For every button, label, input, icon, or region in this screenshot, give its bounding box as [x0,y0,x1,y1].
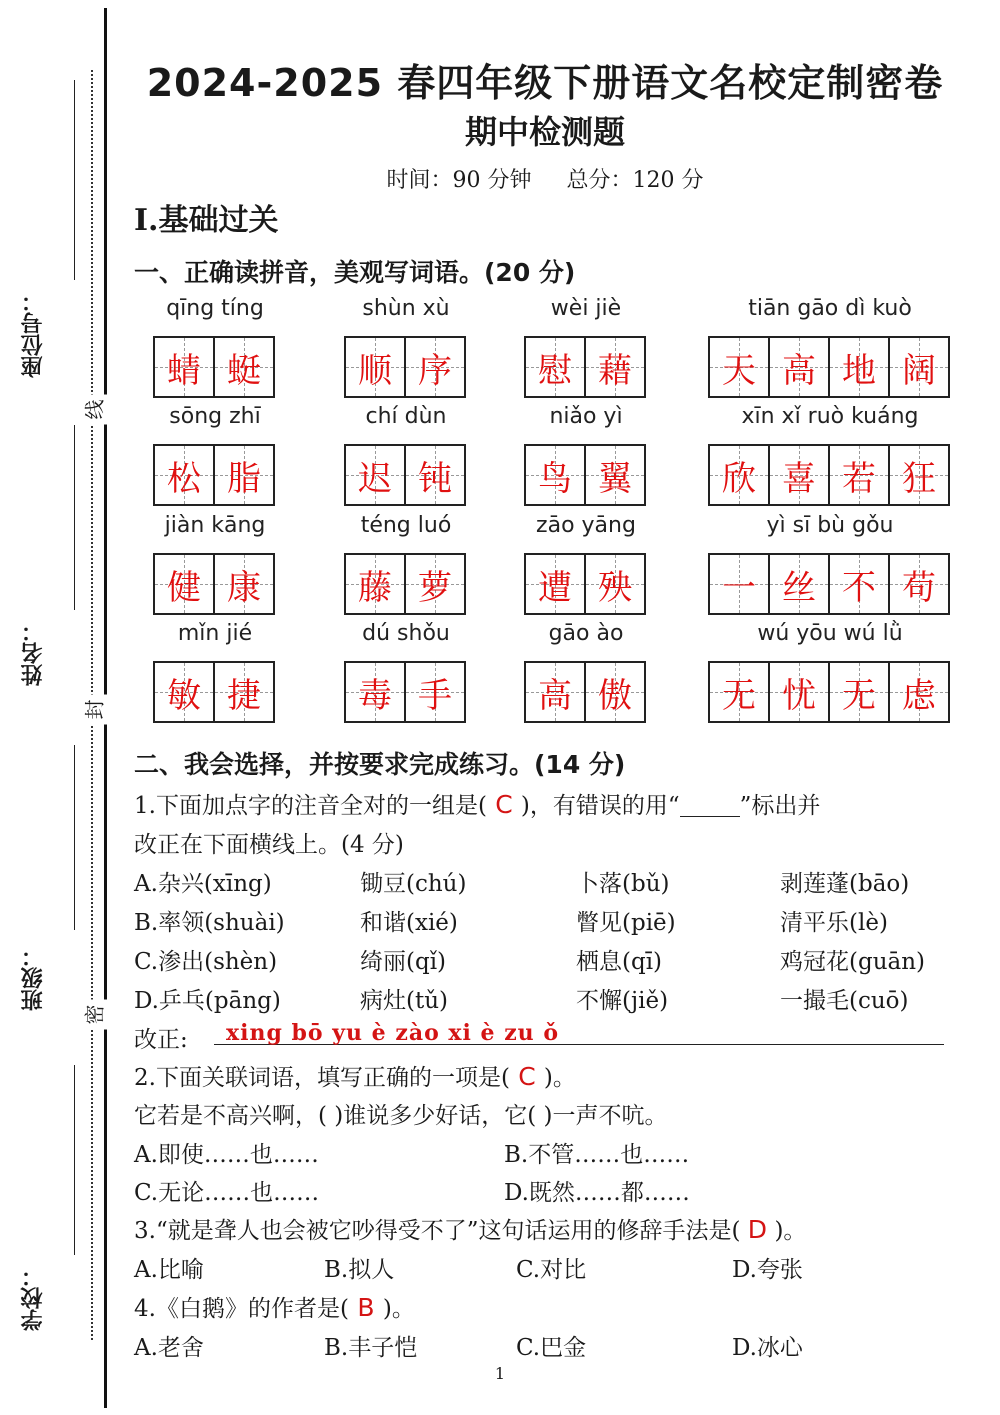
tianzige-cell[interactable] [346,338,404,396]
school-underline [74,1065,75,1255]
written-char: 藉 [598,350,632,391]
tianzige-cell[interactable] [346,663,404,721]
q2-answer[interactable]: C [518,1062,536,1091]
tianzige-boxes [153,336,275,398]
q3-option-b[interactable]: B.拟人 [324,1257,395,1283]
exam-total: 总分：120 分 [566,168,704,193]
written-char: 苟 [902,567,936,608]
tianzige-cell[interactable] [584,446,644,504]
q1-option-cell: 不懈(jiě) [576,988,669,1014]
written-char: 健 [167,567,201,608]
written-char: 傲 [598,675,632,716]
written-char: 无 [842,675,876,716]
word-pinyin: téng luó [360,513,452,538]
tianzige-cell[interactable] [888,446,948,504]
q1-option-cell[interactable]: A.杂兴(xīng) [134,871,272,897]
exam-subtitle: 期中检测题 [464,113,625,151]
written-char: 序 [418,350,452,391]
written-char: 殃 [598,567,632,608]
tianzige-cell[interactable] [213,446,273,504]
word-pinyin: shùn xù [362,296,450,321]
word-pinyin: tiān gāo dì kuò [748,296,912,321]
word-pinyin: mǐn jié [177,621,253,646]
q3-answer[interactable]: D [747,1215,768,1244]
word-item [524,513,648,617]
tianzige-cell[interactable] [404,555,464,613]
q1-option-cell[interactable]: B.率领(shuài) [134,910,285,936]
q1-option-cell: 栖息(qī) [576,949,663,975]
q2-stem-a: 2.下面关联词语，填写正确的一项是( [134,1065,510,1091]
q3-stem-b: )。 [774,1218,807,1244]
seal-char-xian: 线 [79,395,108,425]
word-item [344,513,468,617]
q4-option-b[interactable]: B.丰子恺 [324,1335,418,1361]
tianzige-cell[interactable] [888,338,948,396]
written-char: 翼 [598,458,632,499]
seat-number-field[interactable] [18,80,78,400]
q1-option-cell: 瞥见(piē) [576,910,676,936]
q2-sentence: 它若是不高兴啊，( )谁说多少好话，它( )一声不吭。 [134,1103,668,1129]
word-item [524,296,648,400]
q1-option-cell: 剥莲蓬(bāo) [780,871,910,897]
written-char: 遭 [538,567,572,608]
q2-stem-b: )。 [543,1065,576,1091]
tianzige-cell[interactable] [213,338,273,396]
written-char: 地 [842,350,876,391]
word-item [524,621,648,725]
word-item [153,296,277,400]
q1-option-cell: 清平乐(lè) [780,910,888,936]
word-item [524,404,648,508]
word-pinyin: gāo ào [548,621,624,646]
section2-title: 二、我会选择，并按要求完成练习。(14 分) [134,750,626,779]
tianzige-boxes [524,553,646,615]
name-field[interactable] [18,425,78,705]
q2-option-a[interactable]: A.即使……也…… [134,1142,319,1168]
tianzige-cell[interactable] [710,338,768,396]
q4-option-a[interactable]: A.老舍 [134,1335,204,1361]
tianzige-cell[interactable] [828,338,888,396]
tianzige-cell[interactable] [888,663,948,721]
written-char: 虑 [902,675,936,716]
tianzige-boxes [524,661,646,723]
q1-option-cell: 病灶(tǔ) [360,988,449,1014]
q3-option-a[interactable]: A.比喻 [134,1257,204,1283]
tianzige-boxes [708,661,950,723]
word-item [344,621,468,725]
word-item [708,621,952,725]
seat-number-label: 座位号： [21,290,46,378]
q1-option-cell: 卜落(bǔ) [576,871,670,897]
written-char: 高 [538,675,572,716]
written-char: 不 [842,567,876,608]
word-item [708,404,952,508]
written-char: 毒 [358,675,392,716]
written-char: 丝 [782,567,816,608]
q1-stem [134,787,820,820]
tianzige-boxes [708,444,950,506]
tianzige-boxes [344,661,466,723]
word-item [344,404,468,508]
q2-option-b[interactable]: B.不管……也…… [504,1142,690,1168]
tianzige-cell[interactable] [213,663,273,721]
written-char: 狂 [902,458,936,499]
word-pinyin: dú shǒu [362,621,450,646]
written-char: 萝 [418,567,452,608]
written-char: 忧 [782,675,816,716]
tianzige-boxes [344,553,466,615]
written-char: 慰 [538,350,572,391]
school-label: 学校： [21,1265,46,1331]
tianzige-cell[interactable] [828,663,888,721]
q3-stem [134,1212,806,1245]
written-char: 喜 [782,458,816,499]
q1-stem-b: )，有错误的用“ [520,793,680,819]
part-title: Ⅰ.基础过关 [134,203,279,238]
written-char: 蜓 [227,350,261,391]
name-label: 姓名： [21,620,46,686]
written-char: 钝 [418,458,452,499]
tianzige-cell[interactable] [346,446,404,504]
word-pinyin: wèi jiè [550,296,622,321]
q1-stem-line2: 改正在下面横线上。(4 分) [134,832,404,858]
written-char: 捷 [227,675,261,716]
tianzige-cell[interactable] [768,446,828,504]
tianzige-cell[interactable] [404,663,464,721]
q3-stem-a: 3.“就是聋人也会被它吵得受不了”这句话运用的修辞手法是( [134,1218,741,1244]
page-number: 1 [494,1364,506,1383]
word-item [708,513,952,617]
tianzige-boxes [524,444,646,506]
written-char: 鸟 [538,458,572,499]
written-char: 康 [227,567,261,608]
written-char: 迟 [358,458,392,499]
word-pinyin: wú yōu wú lǜ [757,621,903,646]
written-char: 藤 [358,567,392,608]
exam-title: 2024-2025 春四年级下册语文名校定制密卷 [146,61,944,105]
q1-answer[interactable]: C [495,790,513,819]
word-pinyin: jiàn kāng [164,513,266,538]
tianzige-cell[interactable] [346,555,404,613]
tianzige-cell[interactable] [526,338,584,396]
word-pinyin: xīn xǐ ruò kuáng [741,404,919,429]
q2-option-d[interactable]: D.既然……都…… [504,1180,690,1206]
q4-stem-b: )。 [382,1296,415,1322]
written-char: 阔 [902,350,936,391]
word-item [153,404,277,508]
written-char: 蜻 [167,350,201,391]
q1-option-cell: 绮丽(qǐ) [360,949,447,975]
tianzige-boxes [708,336,950,398]
word-item [153,513,277,617]
seal-char-feng: 封 [79,695,108,725]
written-char: 高 [782,350,816,391]
tianzige-cell[interactable] [584,663,644,721]
q1-option-cell: 锄豆(chú) [360,871,467,897]
tianzige-cell[interactable] [155,338,213,396]
word-item [344,296,468,400]
tianzige-boxes [153,553,275,615]
q3-option-c[interactable]: C.对比 [516,1257,587,1283]
written-char: 天 [722,350,756,391]
q1-option-cell: 和谐(xié) [360,910,458,936]
written-char: 手 [418,675,452,716]
written-char: 松 [167,458,201,499]
tianzige-boxes [708,553,950,615]
tianzige-cell[interactable] [828,555,888,613]
q1-option-cell[interactable]: C.渗出(shèn) [134,949,278,975]
written-char: 敏 [167,675,201,716]
class-field[interactable] [18,745,78,1025]
tianzige-cell[interactable] [526,555,584,613]
q1-option-cell: 一撮毛(cuō) [780,988,909,1014]
q3-option-d[interactable]: D.夸张 [732,1257,803,1283]
tianzige-boxes [524,336,646,398]
tianzige-cell[interactable] [584,338,644,396]
q1-stem-c: ”标出并 [739,793,821,819]
word-pinyin: niǎo yì [549,404,623,429]
q1-correction-answer: xing bō yu è zào xi è zu ǒ [226,1020,560,1046]
class-label: 班级： [21,945,46,1011]
word-pinyin: zāo yāng [536,513,636,538]
seal-char-mi: 密 [79,1000,108,1030]
exam-time: 时间：90 分钟 [386,168,532,193]
tianzige-cell[interactable] [888,555,948,613]
tianzige-cell[interactable] [155,446,213,504]
tianzige-cell[interactable] [155,555,213,613]
q4-answer[interactable]: B [357,1293,375,1322]
word-item [153,621,277,725]
tianzige-cell[interactable] [526,446,584,504]
name-underline [74,425,75,610]
q2-stem [134,1059,576,1092]
tianzige-cell[interactable] [710,663,768,721]
tianzige-cell[interactable] [404,446,464,504]
q1-correction-label: 改正: [134,1027,188,1053]
tianzige-cell[interactable] [710,555,768,613]
tianzige-cell[interactable] [828,446,888,504]
q1-stem-a: 1.下面加点字的注音全对的一组是( [134,793,487,819]
seat-number-underline [74,80,75,280]
tianzige-boxes [344,336,466,398]
exam-meta [130,163,960,194]
written-char: 欣 [722,458,756,499]
tianzige-cell[interactable] [768,338,828,396]
written-char: 顺 [358,350,392,391]
q1-option-cell[interactable]: D.乒乓(pāng) [134,988,281,1014]
written-char: 一 [722,567,756,608]
q1-mark-blank [680,798,740,817]
tianzige-cell[interactable] [768,555,828,613]
q1-option-cell: 鸡冠花(guān) [780,949,926,975]
q4-option-c[interactable]: C.巴金 [516,1335,587,1361]
tianzige-cell[interactable] [768,663,828,721]
word-item [708,296,952,400]
section1-title: 一、正确读拼音，美观写词语。(20 分) [134,258,576,287]
q4-stem [134,1290,415,1323]
written-char: 脂 [227,458,261,499]
written-char: 无 [722,675,756,716]
q4-option-d[interactable]: D.冰心 [732,1335,803,1361]
q4-stem-a: 4.《白鹅》的作者是( [134,1296,349,1322]
q2-option-c[interactable]: C.无论……也…… [134,1180,320,1206]
tianzige-cell[interactable] [404,338,464,396]
written-char: 若 [842,458,876,499]
word-pinyin: qīng tíng [166,296,264,321]
tianzige-cell[interactable] [155,663,213,721]
tianzige-boxes [153,444,275,506]
school-field[interactable] [18,1065,78,1355]
tianzige-cell[interactable] [213,555,273,613]
tianzige-cell[interactable] [584,555,644,613]
word-pinyin: yì sī bù gǒu [766,513,894,538]
tianzige-boxes [153,661,275,723]
word-pinyin: chí dùn [365,404,447,429]
tianzige-cell[interactable] [710,446,768,504]
tianzige-cell[interactable] [526,663,584,721]
class-underline [74,745,75,930]
word-pinyin: sōng zhī [169,404,261,429]
tianzige-boxes [344,444,466,506]
